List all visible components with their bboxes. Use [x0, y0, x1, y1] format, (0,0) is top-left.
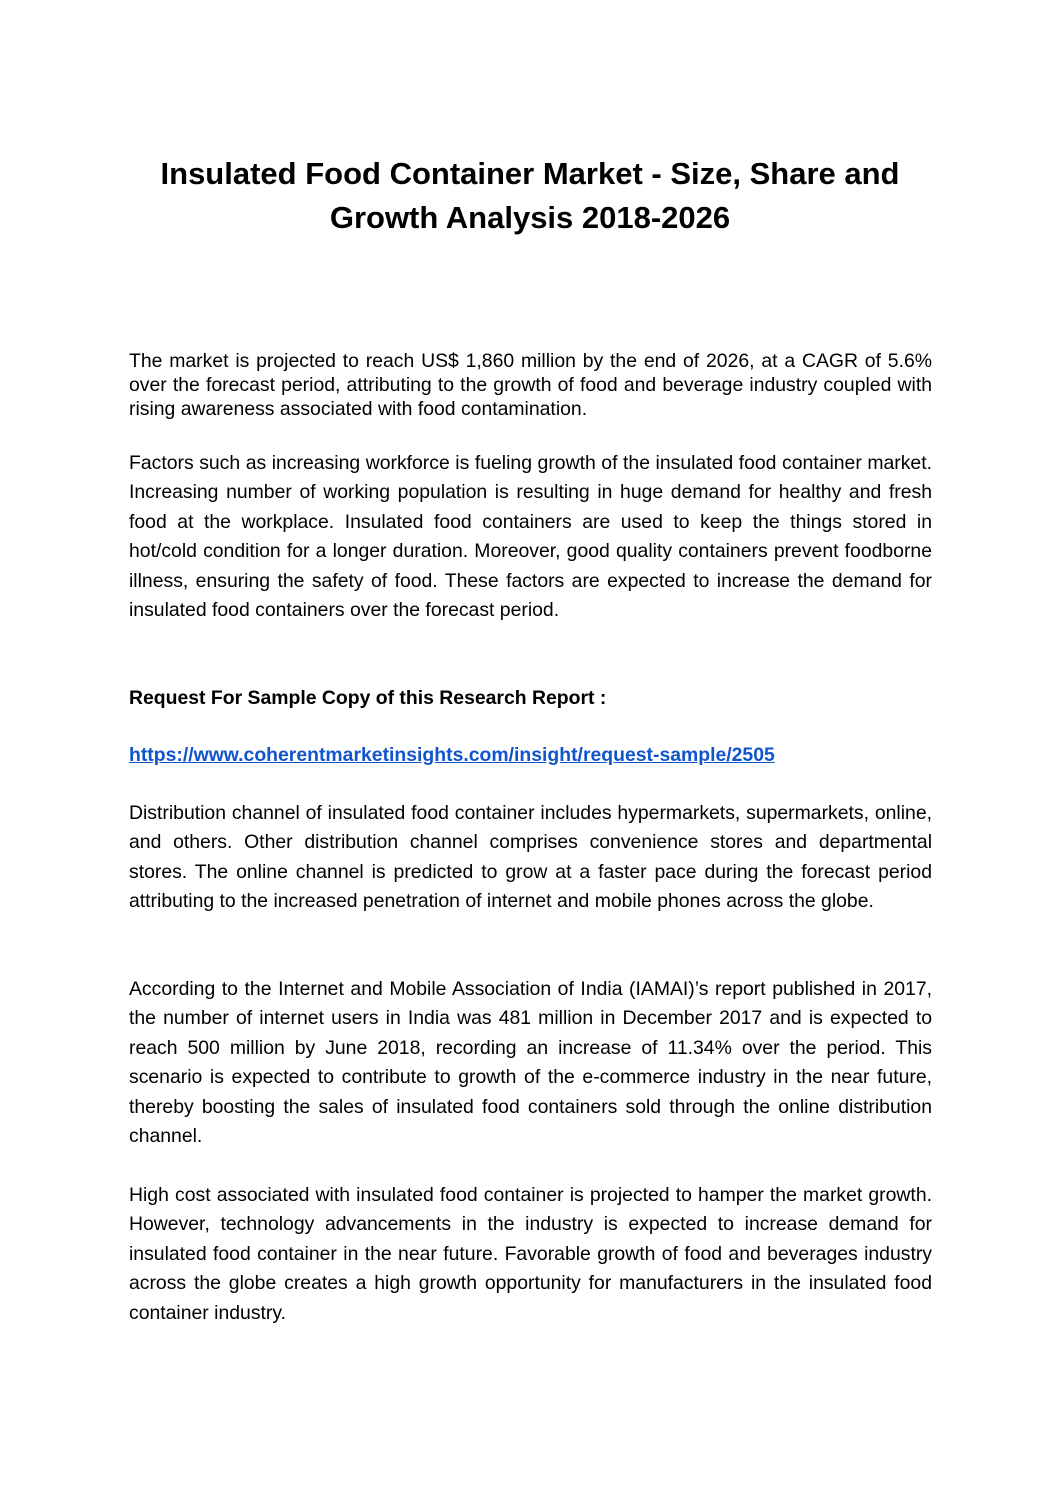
paragraph-growth-factors: Factors such as increasing workforce is fueling growth of the insulated food container market. Increasing number of working population is resulting in huge demand for healthy and fresh food at the workplace. Insulated food containers are used to keep the things stored in hot/cold condition for a longer duration. Moreover, good quality containers prevent foodborne illness, ensuring the safety of food. These factors are expected to increase the demand for insulated food containers over the forecast period.: [129, 452, 932, 622]
paragraph-market-projection: The market is projected to reach US$ 1,860 million by the end of 2026, at a CAGR of 5.6% over the forecast period, attributing to the growth of food and beverage industry coupled with rising awareness associated with food contamination.: [129, 350, 932, 420]
paragraph-market-restraints: High cost associated with insulated food container is projected to hamper the market growth. However, technology advancements in the industry is expected to increase demand for insulated food container in the near future. Favorable growth of food and beverages industry across the globe creates a high growth opportunity for manufacturers in the insulated food container industry.: [129, 1184, 932, 1324]
document-title: Insulated Food Container Market - Size, Share and Growth Analysis 2018-2026: [160, 156, 900, 235]
request-sample-link[interactable]: https://www.coherentmarketinsights.com/insight/request-sample/2505: [129, 744, 775, 766]
paragraph-iamai-report: According to the Internet and Mobile Association of India (IAMAI)’s report published in 2017, the number of internet users in India was 481 million in December 2017 and is expected to reach 500 million by June 2018, recording an increase of 11.34% over the period. This scenario is expected to contribute to growth of the e-commerce industry in the near future, thereby boosting the sales of insulated food containers sold through the online distribution channel.: [129, 978, 932, 1148]
request-sample-heading: Request For Sample Copy of this Research Report :: [129, 687, 607, 709]
paragraph-distribution-channel: Distribution channel of insulated food container includes hypermarkets, supermarkets, online, and others. Other distribution channel comprises convenience stores and departmental stores. The online channel is predicted to grow at a faster pace during the forecast period attributing to the increased penetration of internet and mobile phones across the globe.: [129, 802, 932, 913]
